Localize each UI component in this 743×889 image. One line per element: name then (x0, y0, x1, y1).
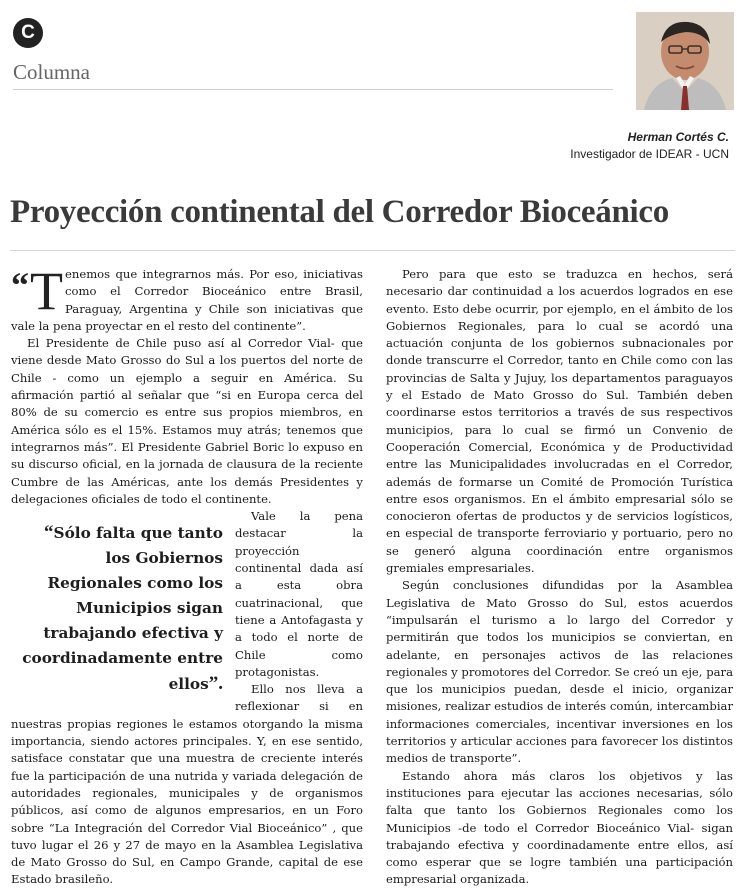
body-paragraph: Vale la pena destacar la proyección continental dada así a esta obra cuatrinacional, que tiene a Antofagasta y a todo el norte de Chile como protagonistas. (235, 509, 363, 679)
column-badge (13, 18, 43, 48)
lead-text: enemos que integrarnos más. Por eso, iniciativas como el Corredor Bioceánico entre Brasil, Paraguay, Argentina y Chile son iniciativas que vale la pena proyectar en el resto del continente”. (11, 267, 363, 333)
author-byline (570, 129, 729, 163)
article-headline: Proyección continental del Corredor Bioceánico (10, 194, 669, 230)
pull-quote-open-mark: “ (44, 522, 54, 544)
badge-letter: C (21, 22, 35, 43)
article-column-right (386, 266, 733, 889)
article-column-left (11, 261, 363, 889)
body-paragraph: Pero para que esto se traduzca en hechos, será necesario dar continuidad a los acuerdos logrados en ese evento. Esto debe ocurrir, por ejemplo, en el ámbito de los Gobiernos Regionales, para lo cual se acordó una actuación conjunta de los gobiernos subnacionales por donde transcurre el Corredor, tanto en Chile como con las provincias de Salta y Jujuy, los departamentos paraguayos y el Estado de Mato Grosso do Sul. También deben coordinarse estos territorios a través de sus respectivos municipios, para lo cual se firmó un Convenio de Cooperación Comercial, Económica y de Productividad entre las Municipalidades involucradas en el Corredor, además de formarse un Comité de Promoción Turística entre esos organismos. En el ámbito empresarial sólo se conocieron ofertas de productos y de servicios logísticos, en especial de transporte ferroviario y portuario, pero no se generó alguna coordinación entre organismos gremiales empresariales. (386, 267, 733, 576)
body-paragraph: El Presidente de Chile puso así al Corredor Vial- que viene desde Mato Grosso do Sul a los puertos del norte de Chile - como un ejemplo a seguir en América. Su afirmación partió al señalar que “si en Europa cerca del 80% de su comercio es entre sus propios miembros, en América sólo es el 15%. Estamos muy atrás; tenemos que integrarnos más”. El Presidente Gabriel Boric lo expuso en su discurso oficial, en la jornada de clausura de la reciente Cumbre de las Américas, ante los demás Presidentes y delegaciones oficiales de todo el continente. (11, 336, 363, 506)
body-paragraph: Ello nos lleva a reflexionar si en nuestras propias regiones le estamos otorgando la misma importancia, siendo actores principales. Y, en ese sentido, satisface constatar que una muestra de creciente interés fue la participación de una nutrida y variada delegación de autoridades regionales, municipales y de organismos públicos, así como de algunos empresarios, en un Foro sobre “La Integración del Corredor Vial Bioceánico” , que tuvo lugar el 26 y 27 de mayo en la Asamblea Legislativa de Mato Grosso do Sul, en Campo Grande, capital de ese Estado brasileño. (11, 682, 363, 887)
headline-divider (10, 250, 735, 251)
pull-quote (15, 520, 223, 697)
author-portrait-image (636, 12, 734, 110)
body-paragraph: Estando ahora más claros los objetivos y las instituciones para ejecutar las acciones necesarias, sólo falta que tanto los Gobiernos Regionales como los Municipios -de todo el Corredor Bioceánico Vial- sigan trabajando efectiva y coordinadamente entre ellos, así como esperar que se logre también una participación empresarial organizada. (386, 768, 733, 887)
author-name: Herman Cortés C. (627, 130, 729, 144)
header-divider (13, 89, 613, 90)
opening-quote-mark: “ (11, 265, 29, 305)
body-paragraph: Según conclusiones difundidas por la Asamblea Legislativa de Mato Grosso do Sul, estos acuerdos “impulsarán el turismo a lo largo del Corredor y permitirán que todos los municipios se conviertan, en adelante, en personajes activos de las relaciones regionales y promotores del Corredor. Se creó un eje, para que los municipios puedan, desde el inicio, organizar misiones, realizar estudios de interés común, intercambiar informaciones comerciales, incentivar inversiones en los territorios y articular acciones para favorecer los distintos medios de transporte”. (386, 578, 733, 766)
drop-cap: T (30, 261, 63, 321)
lead-paragraph (11, 261, 363, 335)
section-label: Columna (13, 60, 90, 84)
pull-quote-text: Sólo falta que tanto los Gobiernos Regionales como los Municipios sigan trabajando efectiva y coordinadamente entre ellos (22, 524, 223, 694)
pull-quote-close-mark: ”. (208, 673, 223, 695)
author-photo (636, 12, 734, 110)
author-title: Investigador de IDEAR - UCN (570, 147, 729, 161)
